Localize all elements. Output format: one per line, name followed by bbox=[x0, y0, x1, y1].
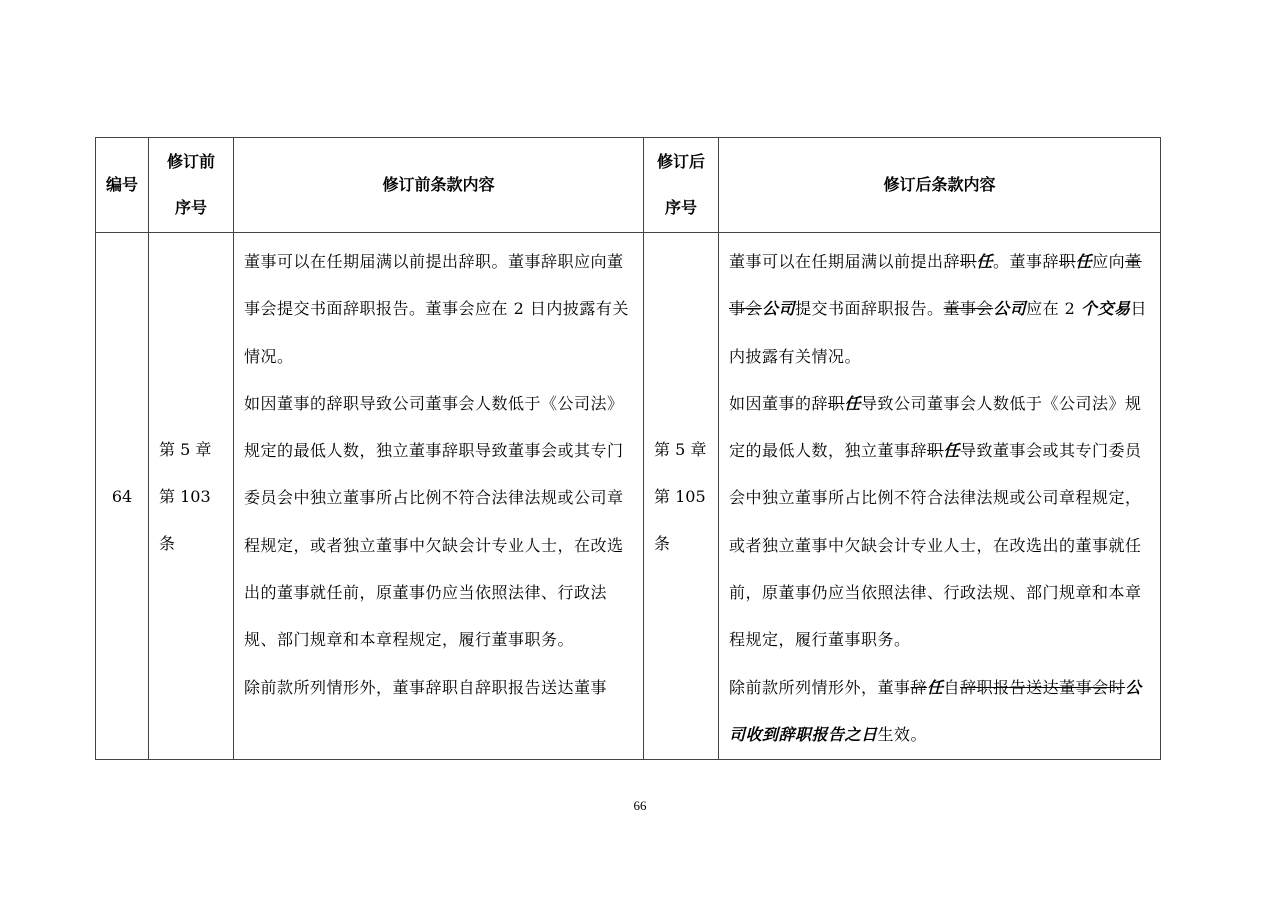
text-segment: 。董事辞 bbox=[993, 252, 1060, 271]
inserted-text: 任 bbox=[1075, 252, 1093, 271]
header-number: 编号 bbox=[96, 138, 149, 233]
header-after-seq-line1: 修订后 bbox=[656, 152, 705, 171]
row-number: 64 bbox=[96, 233, 149, 760]
after-paragraph bbox=[729, 238, 1150, 380]
deleted-text: 董事会 bbox=[729, 252, 1142, 319]
before-seq-line: 第 103 bbox=[159, 486, 211, 506]
deleted-text: 职 bbox=[1059, 252, 1076, 271]
inserted-text: 任 bbox=[976, 252, 994, 271]
before-seq-cell bbox=[149, 233, 234, 760]
deleted-text: 职 bbox=[828, 393, 845, 413]
after-seq-line: 条 bbox=[654, 533, 671, 553]
after-seq-line: 第 105 bbox=[654, 486, 706, 506]
inserted-text: 公司 bbox=[762, 299, 796, 319]
text-segment: 应向 bbox=[1092, 252, 1126, 271]
after-seq-cell bbox=[644, 233, 719, 760]
before-paragraph: 如因董事的辞职导致公司董事会人数低于《公司法》规定的最低人数，独立董事辞职导致董事会或其专门委员会中独立董事所占比例不符合法律法规或公司章程规定，或者独立董事中欠缺会计专业人士，在改选出的董事就任前，原董事仍应当依照法律、行政法规、部门规章和本章程规定，履行董事职务。 bbox=[244, 393, 624, 650]
before-content-cell bbox=[234, 233, 644, 760]
deleted-text: 辞 bbox=[910, 677, 928, 697]
header-before-content: 修订前条款内容 bbox=[234, 138, 644, 233]
deleted-text: 职 bbox=[960, 252, 977, 271]
text-segment: 应在 2 bbox=[1026, 299, 1081, 319]
text-segment: 除前款所列情形外，董事 bbox=[729, 677, 911, 697]
deleted-text: 辞职报告送达董事会时 bbox=[960, 677, 1126, 697]
header-before-seq-line1: 修订前 bbox=[166, 152, 215, 171]
header-before-seq-line2: 序号 bbox=[174, 198, 207, 217]
text-segment: 如因董事的辞 bbox=[729, 393, 829, 413]
after-content-cell bbox=[719, 233, 1161, 760]
table-row bbox=[96, 233, 1161, 760]
after-paragraph bbox=[729, 380, 1150, 664]
before-paragraph: 除前款所列情形外，董事辞职自辞职报告送达董事 bbox=[244, 677, 608, 697]
text-segment: 提交书面辞职报告。 bbox=[795, 299, 944, 319]
inserted-text: 公司 bbox=[993, 299, 1027, 319]
text-segment: 导致公司董事会人数低于《公司法》规定的最低人数，独立董事辞 bbox=[729, 393, 1142, 461]
text-segment: 自 bbox=[943, 677, 961, 697]
header-after-seq-line2: 序号 bbox=[664, 198, 697, 217]
header-before-seq bbox=[149, 138, 234, 233]
inserted-text: 公司收到辞职报告之日 bbox=[729, 677, 1142, 744]
table-header-row bbox=[96, 138, 1161, 233]
text-segment: 导致董事会或其专门委员会中独立董事所占比例不符合法律法规或公司章程规定，或者独立董事中欠缺会计专业人士，在改选出的董事就任前，原董事仍应当依照法律、行政法规、部门规章和本章程规定，履行董事职务。 bbox=[729, 441, 1142, 650]
inserted-text: 任 bbox=[943, 441, 961, 461]
inserted-text: 个交易 bbox=[1080, 299, 1131, 319]
deleted-text: 职 bbox=[927, 441, 944, 461]
before-seq-line: 条 bbox=[159, 533, 176, 553]
revision-comparison-table bbox=[95, 137, 1161, 760]
inserted-text: 任 bbox=[927, 677, 944, 697]
text-segment: 日内披露有关情况。 bbox=[729, 299, 1147, 366]
after-seq-line: 第 5 章 bbox=[654, 439, 707, 459]
inserted-text: 任 bbox=[844, 393, 862, 413]
text-segment: 生效。 bbox=[877, 724, 928, 744]
before-seq-line: 第 5 章 bbox=[159, 439, 212, 459]
text-segment: 董事可以在任期届满以前提出辞 bbox=[729, 252, 961, 271]
deleted-text: 董事会 bbox=[943, 299, 994, 319]
before-paragraph: 董事可以在任期届满以前提出辞职。董事辞职应向董事会提交书面辞职报告。董事会应在 2 日内披露有关情况。 bbox=[244, 252, 629, 366]
after-paragraph bbox=[729, 664, 1150, 759]
page-number: 66 bbox=[633, 798, 647, 813]
header-after-content: 修订后条款内容 bbox=[719, 138, 1161, 233]
header-after-seq bbox=[644, 138, 719, 233]
